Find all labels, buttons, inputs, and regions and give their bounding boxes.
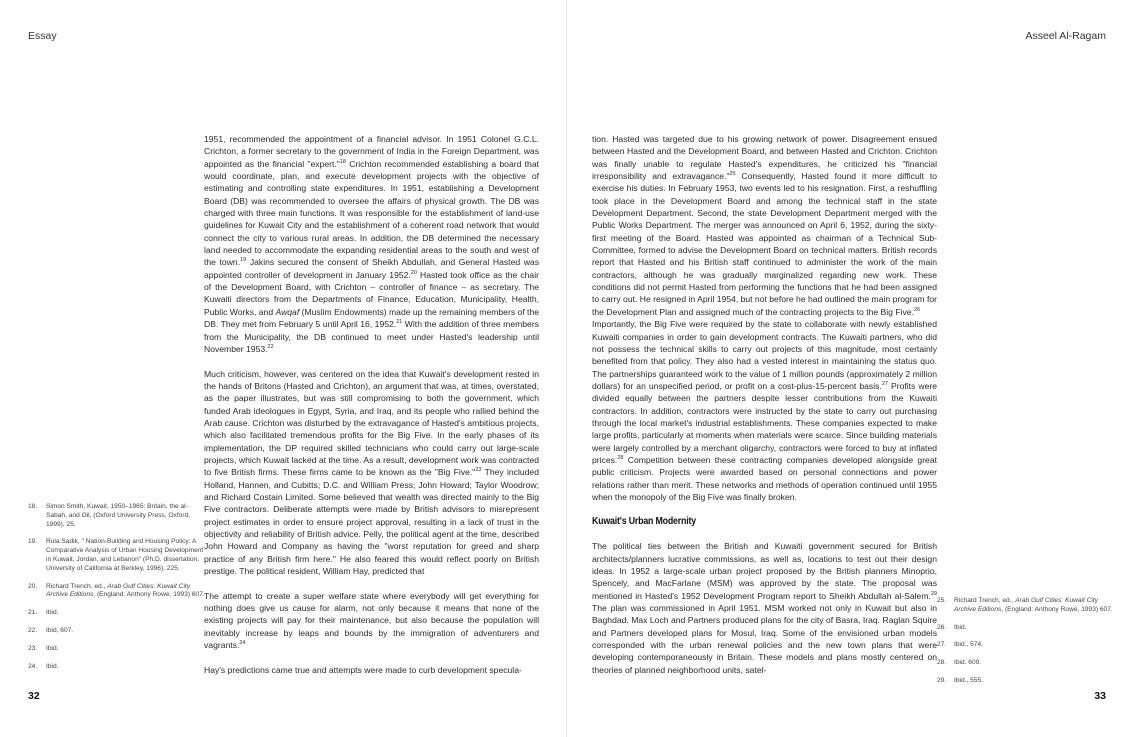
text: Competition between these contracting companies developed alongside great public criticism. Projects were awarded based on personal connections and power relations rather than merit. These networks and methods of operation continued until 1955 when the monopoly of the Big Five was finally broken.: [592, 454, 937, 502]
text: Importantly, the Big Five were required by the state to collaborate with newly established Kuwaiti companies in order to gain development contracts. The Kuwaiti partners, who did not possess the technical skills to carry out projects of this magnitude, most certainly benefited from that policy. They also had a vested interest in maintaining the status quo. The partnerships guaranteed work to the value of 1 million pounds (approximately 2 million dollars) for an unspecified period, or profit on a cost-plus-15-percent basis.: [592, 319, 937, 391]
text: Richard Trench, ed.,: [46, 582, 108, 590]
text: tion. Hasted was targeted due to his growing network of power. Disagreement ensued between Hasted and the Development Board, and between Hasted and Crichton. Crichton was finally unable to regulate Hasted's expenditures, he criticized his "financial irresponsibility and extravagance.": [592, 134, 937, 182]
footnote: [937, 597, 1117, 615]
footnote: [28, 538, 208, 573]
footnote-number: 21.: [28, 609, 38, 617]
footnote-text: Ibid., 555.: [954, 676, 983, 684]
text: The political ties between the British and Kuwaiti government secured for British architects/planners lucrative commissions, as well as, locations to test out their design ideas. In 1952 a large-scale urban project proposed by the British planners Minoprio, Spencely, and MacFarlane (MSM) was approved by the state. The proposal was mentioned in Hasted's 1952 Development Program report to Sheikh Abdullah al-Salem.: [592, 541, 937, 601]
page-number-right: 33: [1094, 690, 1106, 702]
footnote-text: [46, 583, 208, 601]
footnote-number: 23.: [28, 644, 38, 652]
footnote-ref[interactable]: 27: [881, 381, 888, 388]
running-head-left: Essay: [28, 30, 57, 42]
footnote: [28, 583, 208, 601]
footnote-number: 19.: [28, 538, 38, 546]
text: Hay's predictions came true and attempts were made to curb development specula-: [204, 664, 522, 675]
footnote-text: Ibid.: [46, 662, 59, 670]
footnote: [937, 624, 1117, 633]
footnote-text: Ibid. 609.: [954, 659, 982, 667]
footnote-ref[interactable]: 29: [930, 590, 937, 597]
body-paragraph: [204, 664, 539, 676]
footnote: [28, 645, 208, 654]
footnote-ref[interactable]: 23: [475, 467, 482, 474]
footnote: [28, 503, 208, 529]
body-paragraph: [204, 133, 539, 355]
footnote-ref[interactable]: 22: [267, 343, 274, 350]
text: (Muslim Endowments) made up the remaining members of the DB. They met from February 5 until April 16, 1952.: [204, 306, 540, 330]
text: Richard Trench, ed.,: [954, 597, 1016, 604]
footnote-text: Ibid.: [954, 623, 967, 631]
left-page: [0, 0, 566, 737]
page-number-left: 32: [28, 690, 40, 702]
footnote: [28, 663, 208, 672]
footnote-text: Ibid.: [46, 609, 59, 617]
footnote: [937, 677, 1117, 686]
body-paragraph: [592, 318, 937, 503]
footnote-number: 20.: [28, 582, 38, 590]
left-footnotes: [28, 503, 208, 680]
footnote-text: Ibid, 607.: [46, 626, 74, 634]
text: , (England: Anthony Rowe, 1993) 607.: [93, 591, 205, 599]
footnote-ref[interactable]: 24: [239, 640, 246, 647]
footnote-ref[interactable]: 19: [240, 257, 247, 264]
text: The plan was commissioned in April 1951. MSM worked not only in Kuwait but also in Baghdad. Max Loch and Partners produced plans for the city of Basra, Iraq. Raglan Squire and Partners developed plans for Mosul, Iraq. Some of the envisioned urban models corresponded with the urban renewal policies and the new town plans that were developing contemporaneously in Britain. These models and plans mostly centered on theories of planned neighborhood units, satel-: [592, 603, 937, 675]
footnote-text: Rula Sadik, " Nation-Building and Housing Policy: A Comparative Analysis of Urban Housing Development in Kuwait, Jordan, and Lebanon" (Ph.D. dissertation, University of California at Berkley, 1996), 225.: [46, 538, 204, 572]
text: , (England: Anthony Rowe, 1993) 607.: [1001, 605, 1113, 613]
footnote-number: 24.: [28, 662, 38, 670]
text: Jakins secured the consent of Sheikh Abdullah, and General Hasted was appointed controller of development in January 1952.: [204, 257, 540, 280]
footnote-ref[interactable]: 21: [396, 319, 403, 326]
text: The attempt to create a super welfare state where everybody will get everything for nothing does give us cause for alarm, not only because it means that none of the existing projects will pay for their maintenance, but also because the population will inevitably increase by leaps and bounds by the immigration of adventurers and vagrants.: [204, 590, 539, 651]
italic-term: Awqaf: [275, 306, 300, 317]
footnote: [937, 641, 1117, 650]
footnote-number: 22.: [28, 626, 38, 634]
right-body-column: [592, 133, 937, 676]
footnote-ref[interactable]: 18: [339, 158, 346, 165]
text: Much criticism, however, was centered on the idea that Kuwait's development rested in the hands of Britons (Hasted and Crichton), an argument that was, at times, overstated, as the paper illustrates, but was still compromising to both the government, which funded Arab ideologues in Egypt, Syria, and Iraq, and its people who rallied behind the Arab cause. Crichton was disturbed by the extravagance of Hasted's ambitious projects, which also facilitated tremendous profits for the Big Five. In the early phases of its implementation, the DP required skilled technicians who could carry out large-scale projects, which Kuwait lacked at the time. As a result, development work was contracted to five British firms. These firms came to be known as the "Big Five.": [204, 368, 539, 478]
footnote-number: 27.: [937, 641, 947, 649]
footnote-text: [954, 597, 1117, 615]
footnote-ref[interactable]: 28: [617, 455, 624, 462]
text: Profits were divided equally between the partners despite lesser contributions from the Kuwaiti contractors. In addition, contractors were instructed by the state to carry out purchasing through the local market's industrial establishments. These companies expected to make large profits, particularly at moments when materials were scarce. Since building materials were largely controlled by a merchant oligarchy, contractors were forced to buy at inflated prices.: [592, 380, 938, 465]
block-quote: [204, 590, 539, 652]
text: 1951, recommended the appointment of a financial advisor. In 1951 Colonel G.C.L. Crichton, a former secretary to the government of India in the Foreign Department, was appointed as the financial "expert.": [204, 134, 539, 169]
footnote-number: 25.: [937, 597, 947, 604]
footnote: [28, 609, 208, 618]
book-title: Arab Gulf Cities: Kuwait City Archive Editions: [954, 597, 1099, 613]
footnote-text: Ibid., 574.: [954, 641, 983, 649]
footnote: [937, 659, 1117, 668]
text: They included Holland, Hannen, and Cubitts; D.C. and William Press; John Howard; Taylor Woodrow; and Richard Costain Limited. Some believed that wealth was directed mainly to the Big Five contractors. Deliberate attempts were made by British advisors to misrepresent project estimates in order to ensure project approval, resulting in a lack of trust in the objectivity and reliability of British advice. Pelly, the political agent at the time, described John Howard and Company as having the "worst reputation for greed and sharp practice of any British firm here." He also feared this would reflect poorly on British prestige. The political resident, William Hay, predicted that: [204, 467, 539, 577]
text: Consequently, Hasted found it more difficult to exercise his duties. In February 1953, two events led to his resignation. First, a reshuffling took place in the Development Board and among the technical staff in the state Development Department. Second, the state Development Department merged with the Public Works Department. The merger was announced on April 6, 1952, during the sixty-first meeting of the Board. Hasted was appointed as chairman of a Technical Sub-Committee, formed to advise the Development Board on technical matters. British records report that Hasted and his British staff continued to administer the work of the main contractors, although he was gradually marginalized regarding new work. These conditions did not permit Hasted from performing the functions that he had been assigned to carry out. He resigned in April 1954, but not before he had outlined the main program for the Development Plan and assigned much of the contracting projects to the Big Five.: [592, 171, 938, 317]
body-paragraph: [204, 368, 539, 578]
footnote-number: 29.: [937, 676, 947, 684]
left-body-column: [204, 133, 539, 676]
footnote-text: Ibid.: [46, 644, 59, 652]
footnote-ref[interactable]: 25: [729, 171, 736, 178]
right-footnotes: [937, 597, 1117, 695]
footnote-ref[interactable]: 26: [913, 306, 921, 313]
book-title: Arab Gulf Cities: Kuwait City Archive Editions: [46, 582, 191, 599]
footnote-number: 28.: [937, 659, 947, 667]
text: Crichton recommended establishing a board that would coordinate, plan, and execute development projects with the objective of estimating and controlling state expenditures. In 1951, establishing a Development Board (DB) was recommended to oversee the affairs of physical growth. The DB was charged with three main functions. It was responsible for the establishment of land-use guidelines for Kuwait City and the establishment of a coherent road network that would connect the city to various rural areas. In addition, the DB determined the necessary land needed to accommodate the expanding residential areas to the south and west of the town.: [204, 158, 539, 268]
body-paragraph: [592, 133, 937, 318]
right-page: [567, 0, 1134, 737]
footnote-ref[interactable]: 20: [410, 269, 417, 276]
running-head-right: Asseel Al-Ragam: [1025, 30, 1106, 42]
body-paragraph: [592, 540, 937, 676]
footnote-text: Simon Smith, Kuwait, 1950–1965: Britain, the al-Sabah, and Oil, (Oxford University Press, Oxford, 1999), 25.: [46, 503, 191, 528]
section-heading: Kuwait's Urban Modernity: [592, 515, 696, 527]
footnote-number: 26.: [937, 623, 947, 631]
text: Hasted took office as the chair of the Development Board, with Crichton – controller of finance – as secretary. The Kuwaiti directors from the Departments of Finance, Education, Municipality, Health, Public Works, and: [204, 269, 539, 317]
footnote: [28, 627, 208, 636]
footnote-number: 18.: [28, 503, 38, 510]
text: With the addition of three members from the Municipality, the DB continued to meet under Hasted's leadership until November 1953.: [204, 319, 539, 354]
